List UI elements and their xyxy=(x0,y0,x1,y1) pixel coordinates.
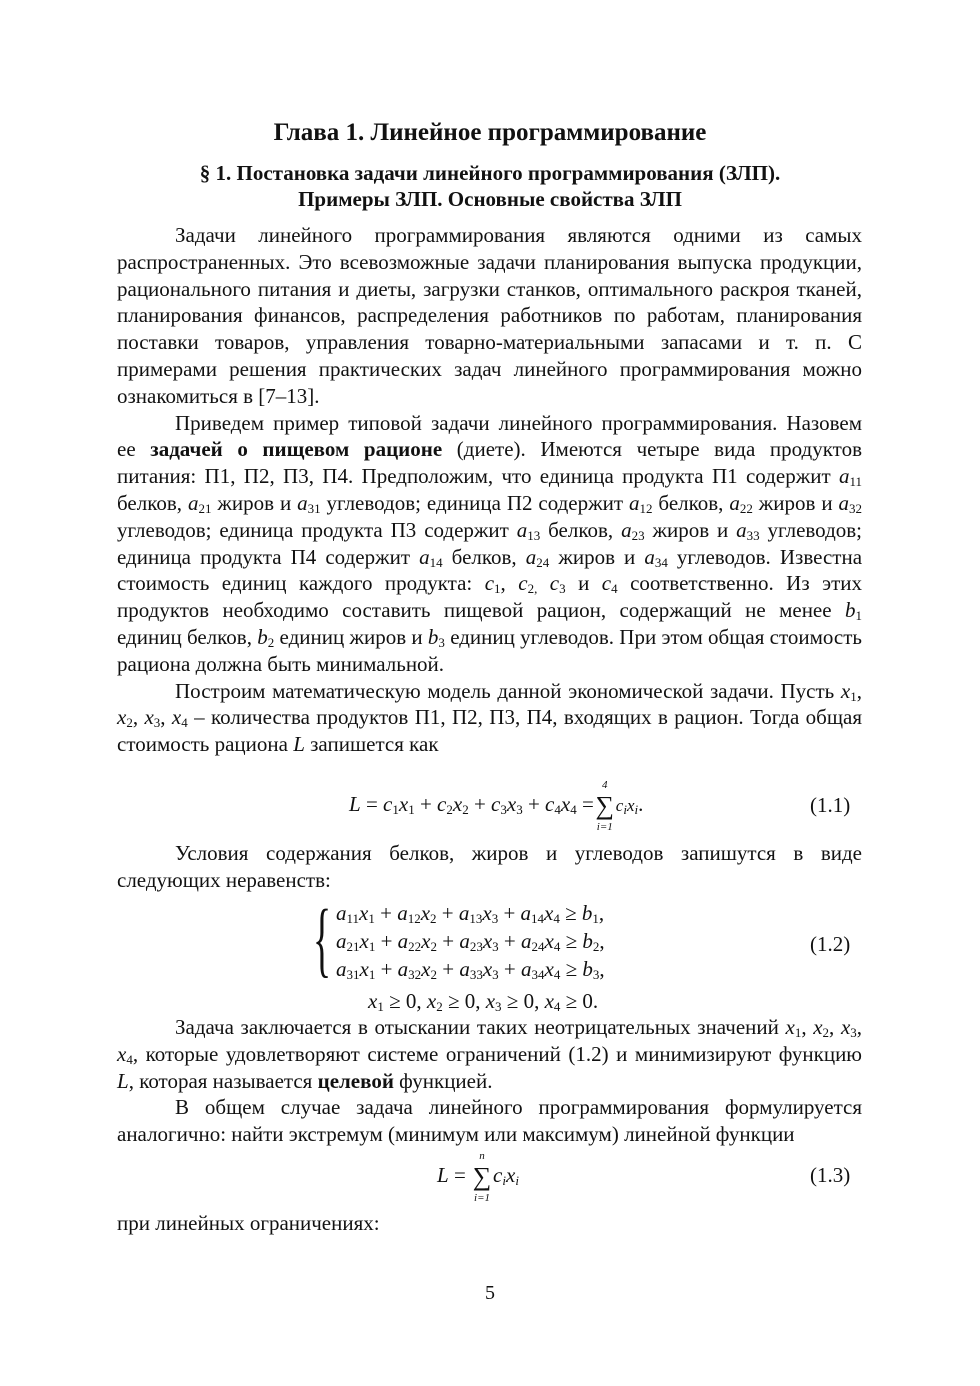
chapter-title: Глава 1. Линейное программирование xyxy=(273,119,707,146)
equation-number-1-2: (1.2) xyxy=(810,932,851,956)
equation-1-1: $L = c_1x_1 + c_2x_2 + c_3x_3 + c_4x_4$ =∑ 4 i=1 $c_ix_i$. xyxy=(349,779,644,834)
section-title-line2: Примеры ЗЛП. Основные свойства ЗЛП xyxy=(298,187,682,211)
sum-symbol: ∑ 4 i=1 xyxy=(595,779,615,834)
system-line-1: $a_{11}x_1 + a_{12}x_2 + a_{13}x_3 + a_{14}x_4 \ge b_1$, xyxy=(336,901,605,926)
term-diet-problem: задачей о пищевом рационе xyxy=(150,437,443,462)
system-brace: { xyxy=(313,893,332,986)
equation-number-1-3: (1.3) xyxy=(810,1163,851,1187)
paragraph-general: В общем случае задача линейного программирования формулируется аналогично: найти экстремум (минимум или максимум) линейной функции xyxy=(117,1095,862,1147)
equation-number-1-1: (1.1) xyxy=(810,793,851,817)
paragraph-diet-example: Приведем пример типовой задачи линейного программирования. Назовем ее задачей о пищевом рационе (диете). Имеются четыре вида продуктов питания: П1, П2, П3, П4. Предположим, что единица продукта П1 содержит $a_{11}$ белков, $a_{21}$ жиров и $a_{31}$ углеводов; единица П2 содержит $a_{12}$ белков, $a_{22}$ жиров и $a_{32}$ углеводов; единица продукта П3 содержит $a_{13}$ белков, $a_{23}$ жиров и $a_{33}$ углеводов; единица продукта П4 содержит $a_{14}$ белков, $a_{24}$ жиров и $a_{34}$ углеводов. Известна стоимость единиц каждого продукта: $c_1$, $c_{2,}$ $c_3$ и $c_4$ соответственно. Из этих продуктов необходимо составить пищевой рацион, содержащий не менее $b_1$ единиц белков, $b_2$ единиц жиров и $b_3$ единиц углеводов. При этом общая стоимость рациона должна быть минимальной. xyxy=(117,410,863,676)
nonnegativity-constraints: $x_1 \ge 0$, $x_2 \ge 0$, $x_3 \ge 0$, $x_4 \ge 0$. xyxy=(368,989,599,1014)
paragraph-constraints-intro: при линейных ограничениях: xyxy=(117,1211,380,1235)
system-line-3: $a_{31}x_1 + a_{32}x_2 + a_{33}x_3 + a_{34}x_4 \ge b_3$, xyxy=(336,957,605,982)
term-objective: целевой xyxy=(317,1068,394,1093)
section-title xyxy=(0,160,980,212)
text-block-3 xyxy=(117,1014,862,1148)
text-block-4 xyxy=(117,1210,862,1237)
text-block-1 xyxy=(117,222,862,758)
text-block-2 xyxy=(117,840,862,894)
sum-symbol-n: ∑ n i=1 xyxy=(472,1150,492,1205)
paragraph-model: Построим математическую модель данной экономической задачи. Пусть $x_1$, $x_2$, $x_3$, $x_4$ – количества продуктов П1, П2, П3, П4, входящих в рацион. Тогда общая стоимость рациона L запишется как xyxy=(117,678,862,757)
section-title-line1: § 1. Постановка задачи линейного программирования (ЗЛП). xyxy=(199,161,781,185)
paragraph-conditions: Условия содержания белков, жиров и углеводов запишутся в виде следующих неравенств: xyxy=(117,841,862,892)
page-number: 5 xyxy=(485,1282,495,1304)
equation-1-3: L = ∑ n i=1 $c_ix_i$ xyxy=(437,1150,519,1205)
paragraph-intro: Задачи линейного программирования являются одними из самых распространенных. Это всевозможные задачи планирования выпуска продукции, рационального питания и диеты, загрузки станков, оптимального раскроя тканей, планирования финансов, распределения работников по работам, планирования поставки товаров, управления товарно-материальными запасами и т. п. С примерами решения практических задач линейного программирования можно ознакомиться в [7–13]. xyxy=(117,223,862,408)
system-line-2: $a_{21}x_1 + a_{22}x_2 + a_{23}x_3 + a_{24}x_4 \ge b_2$, xyxy=(336,929,605,954)
paragraph-objective: Задача заключается в отыскании таких неотрицательных значений $x_1$, $x_2$, $x_3$, $x_4$, которые удовлетворяют системе ограничений (1.2) и минимизируют функцию L, которая называется целевой функцией. xyxy=(117,1015,863,1093)
